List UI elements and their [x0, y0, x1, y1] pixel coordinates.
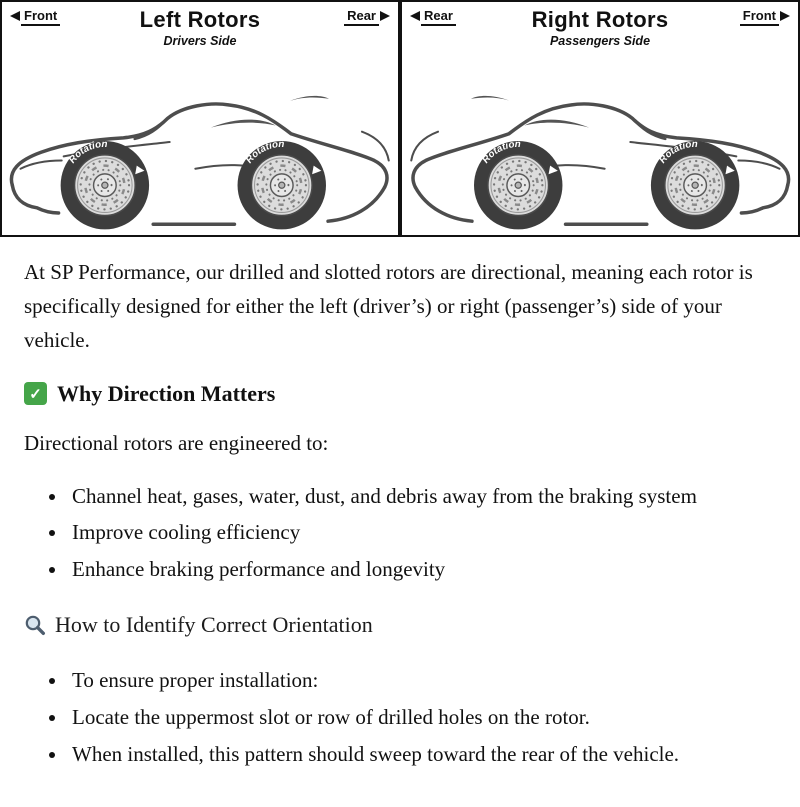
list-item: • Locate the uppermost slot or row of drilled holes on the rotor.: [68, 701, 776, 735]
engineered-to-lead: Directional rotors are engineered to:: [24, 430, 329, 455]
front-direction-label: Front: [740, 8, 790, 26]
article-body: [0, 237, 800, 807]
rear-direction-label: Rear: [344, 8, 390, 26]
arrow-right-icon: [380, 11, 390, 21]
left-rotors-panel: [0, 0, 400, 237]
list-item: • Improve cooling efficiency: [68, 516, 776, 550]
list-item: • Enhance braking performance and longevity: [68, 553, 776, 587]
arrow-left-icon: [10, 11, 20, 21]
heading-text: Why Direction Matters: [57, 380, 276, 406]
panel-subtitle: Drivers Side: [163, 34, 237, 48]
arrow-left-icon: [410, 11, 420, 21]
benefits-list: [24, 480, 776, 587]
panel-subtitle: Passengers Side: [549, 34, 651, 48]
intro-paragraph: At SP Performance, our drilled and slotted rotors are directional, meaning each rotor is specifically designed for either the left (driver’s) or right (passenger’s) side of your vehicle.: [24, 259, 753, 352]
list-item: • When installed, this pattern should sweep toward the rear of the vehicle.: [68, 738, 776, 772]
list-item: • Channel heat, gases, water, dust, and debris away from the braking system: [68, 480, 776, 514]
rotor-direction-diagram: [0, 0, 800, 237]
front-direction-label: Front: [10, 8, 60, 26]
magnifier-icon: [24, 614, 46, 636]
green-check-icon: ✓: [24, 382, 47, 405]
list-item: • To ensure proper installation:: [68, 664, 776, 698]
section-heading-why-direction-matters: [24, 381, 776, 407]
rear-direction-label: Rear: [410, 8, 456, 26]
section-heading-identify-orientation: [24, 612, 776, 638]
orientation-list: [24, 664, 776, 771]
left-car-illustration: [2, 70, 398, 235]
panel-title: Right Rotors: [531, 7, 669, 32]
right-car-illustration: [402, 70, 798, 235]
right-rotors-panel: [400, 0, 800, 237]
panel-title: Left Rotors: [139, 7, 261, 32]
arrow-right-icon: [780, 11, 790, 21]
heading-text: How to Identify Correct Orientation: [55, 612, 373, 638]
